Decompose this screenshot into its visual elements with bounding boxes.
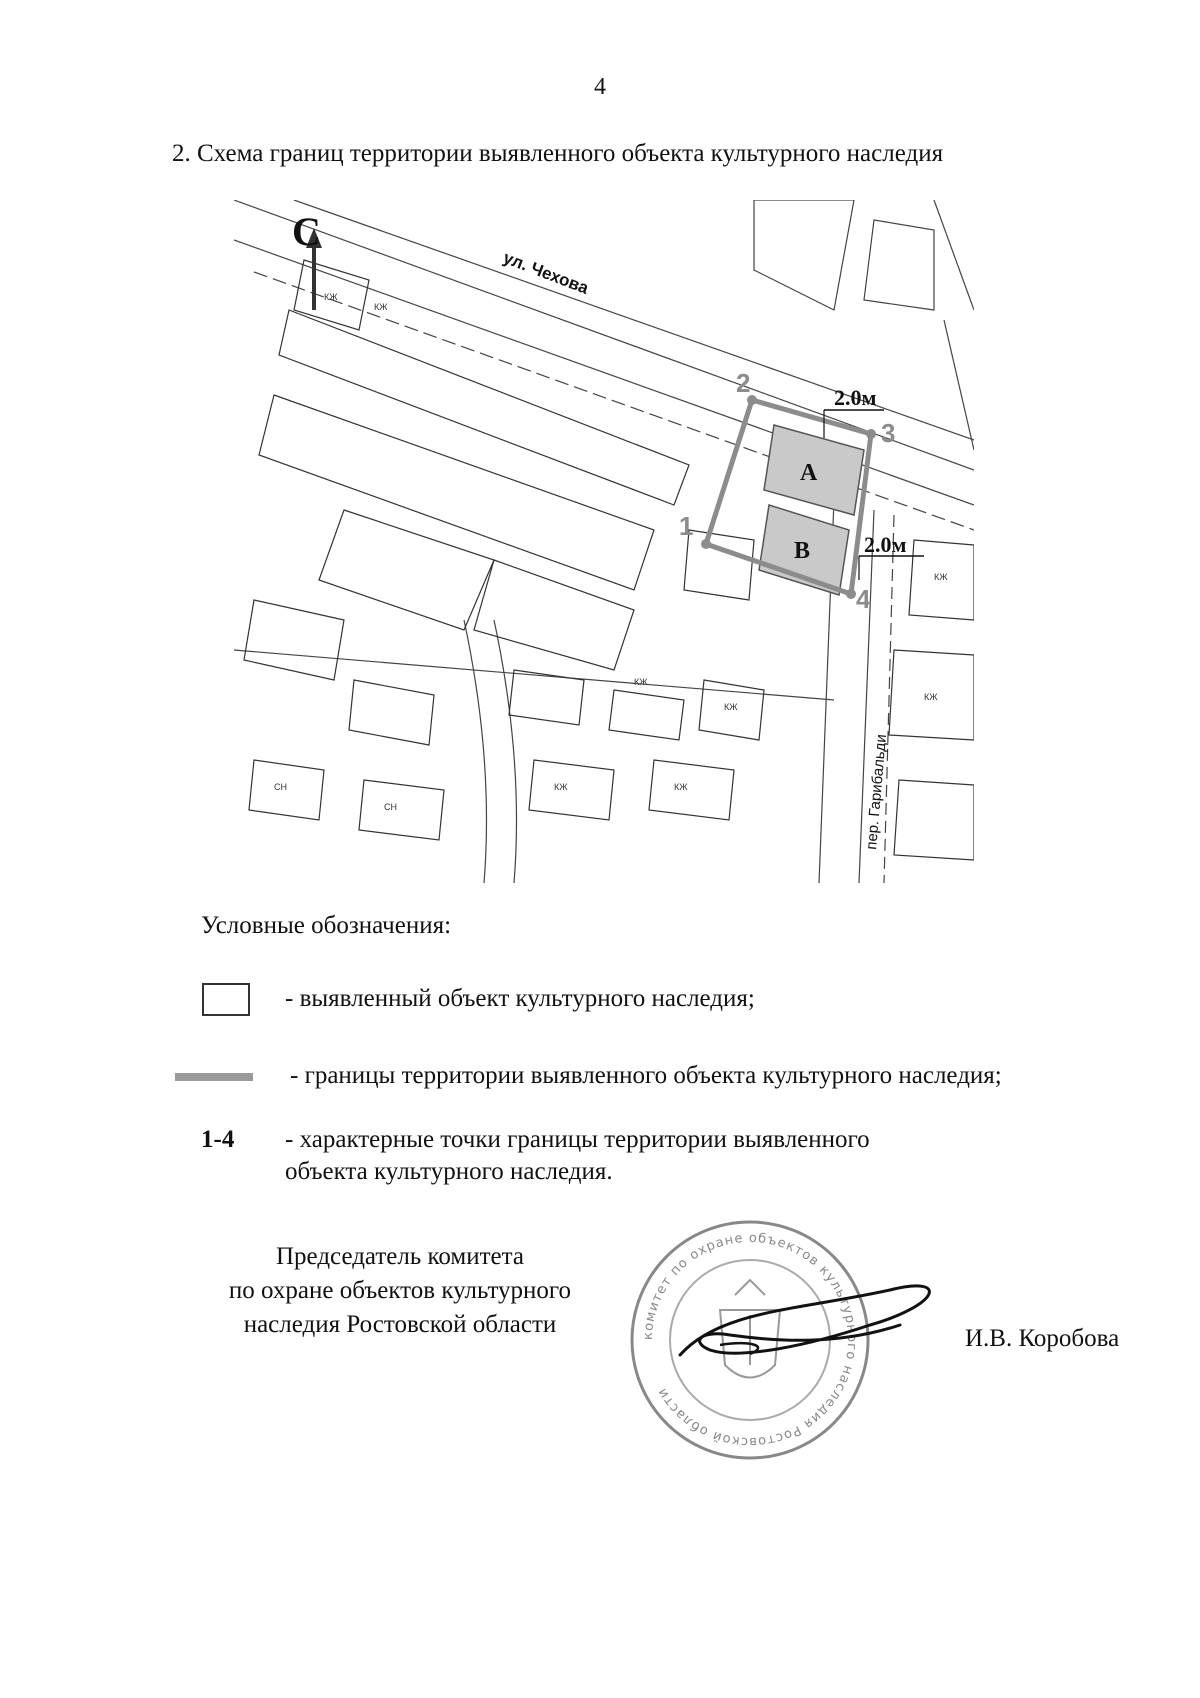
signatory-title <box>190 1240 610 1342</box>
point-label-4: 4 <box>856 584 871 614</box>
building-code: КЖ <box>924 692 938 702</box>
building-code: КЖ <box>634 677 648 687</box>
building-code: КЖ <box>674 782 688 792</box>
legend-points-code: 1-4 <box>201 1126 235 1153</box>
north-label: С <box>292 209 321 254</box>
legend-object-symbol <box>202 983 250 1016</box>
legend-boundary-text: - границы территории выявленного объекта культурного наследия; <box>290 1062 1002 1089</box>
legend-boundary-symbol <box>175 1073 253 1081</box>
signatory-line-1: Председатель комитета <box>276 1243 524 1270</box>
dimension-label-top: 2.0м <box>834 385 877 410</box>
building-code: КЖ <box>724 702 738 712</box>
building-code: КЖ <box>324 292 338 302</box>
page-heading: 2. Схема границ территории выявленного объекта культурного наследия <box>172 140 944 167</box>
point-label-1: 1 <box>679 511 694 541</box>
point-label-3: 3 <box>881 418 896 448</box>
signatory-line-3: наследия Ростовской области <box>243 1311 557 1338</box>
point-label-2: 2 <box>736 368 751 398</box>
legend-object-text: - выявленный объект культурного наследия; <box>285 985 755 1012</box>
building-code: КЖ <box>934 572 948 582</box>
page-number: 4 <box>594 74 606 100</box>
signatory-name: И.В. Коробова <box>965 1325 1120 1352</box>
building-code: СН <box>274 782 287 792</box>
object-label-a: А <box>800 460 818 486</box>
signatory-line-2: по охране объектов культурного <box>228 1277 572 1304</box>
site-map <box>234 200 974 883</box>
building-code: КЖ <box>554 782 568 792</box>
legend-points-text-1: - характерные точки границы территории выявленного <box>285 1126 870 1153</box>
building-code: КЖ <box>374 302 388 312</box>
stamp-text: комитет по охране объектов культурного наследия Ростовской области <box>640 1230 860 1450</box>
object-label-b: В <box>794 538 811 564</box>
building-code: СН <box>384 802 397 812</box>
handwritten-signature <box>660 1250 950 1390</box>
street-label-garibaldi: пер. Гарибальди <box>863 733 891 851</box>
legend-points-text-2: объекта культурного наследия. <box>285 1158 613 1185</box>
legend-title: Условные обозначения: <box>201 912 452 939</box>
street-label-chekhova: ул. Чехова <box>500 247 592 298</box>
dimension-label-right: 2.0м <box>864 532 907 557</box>
